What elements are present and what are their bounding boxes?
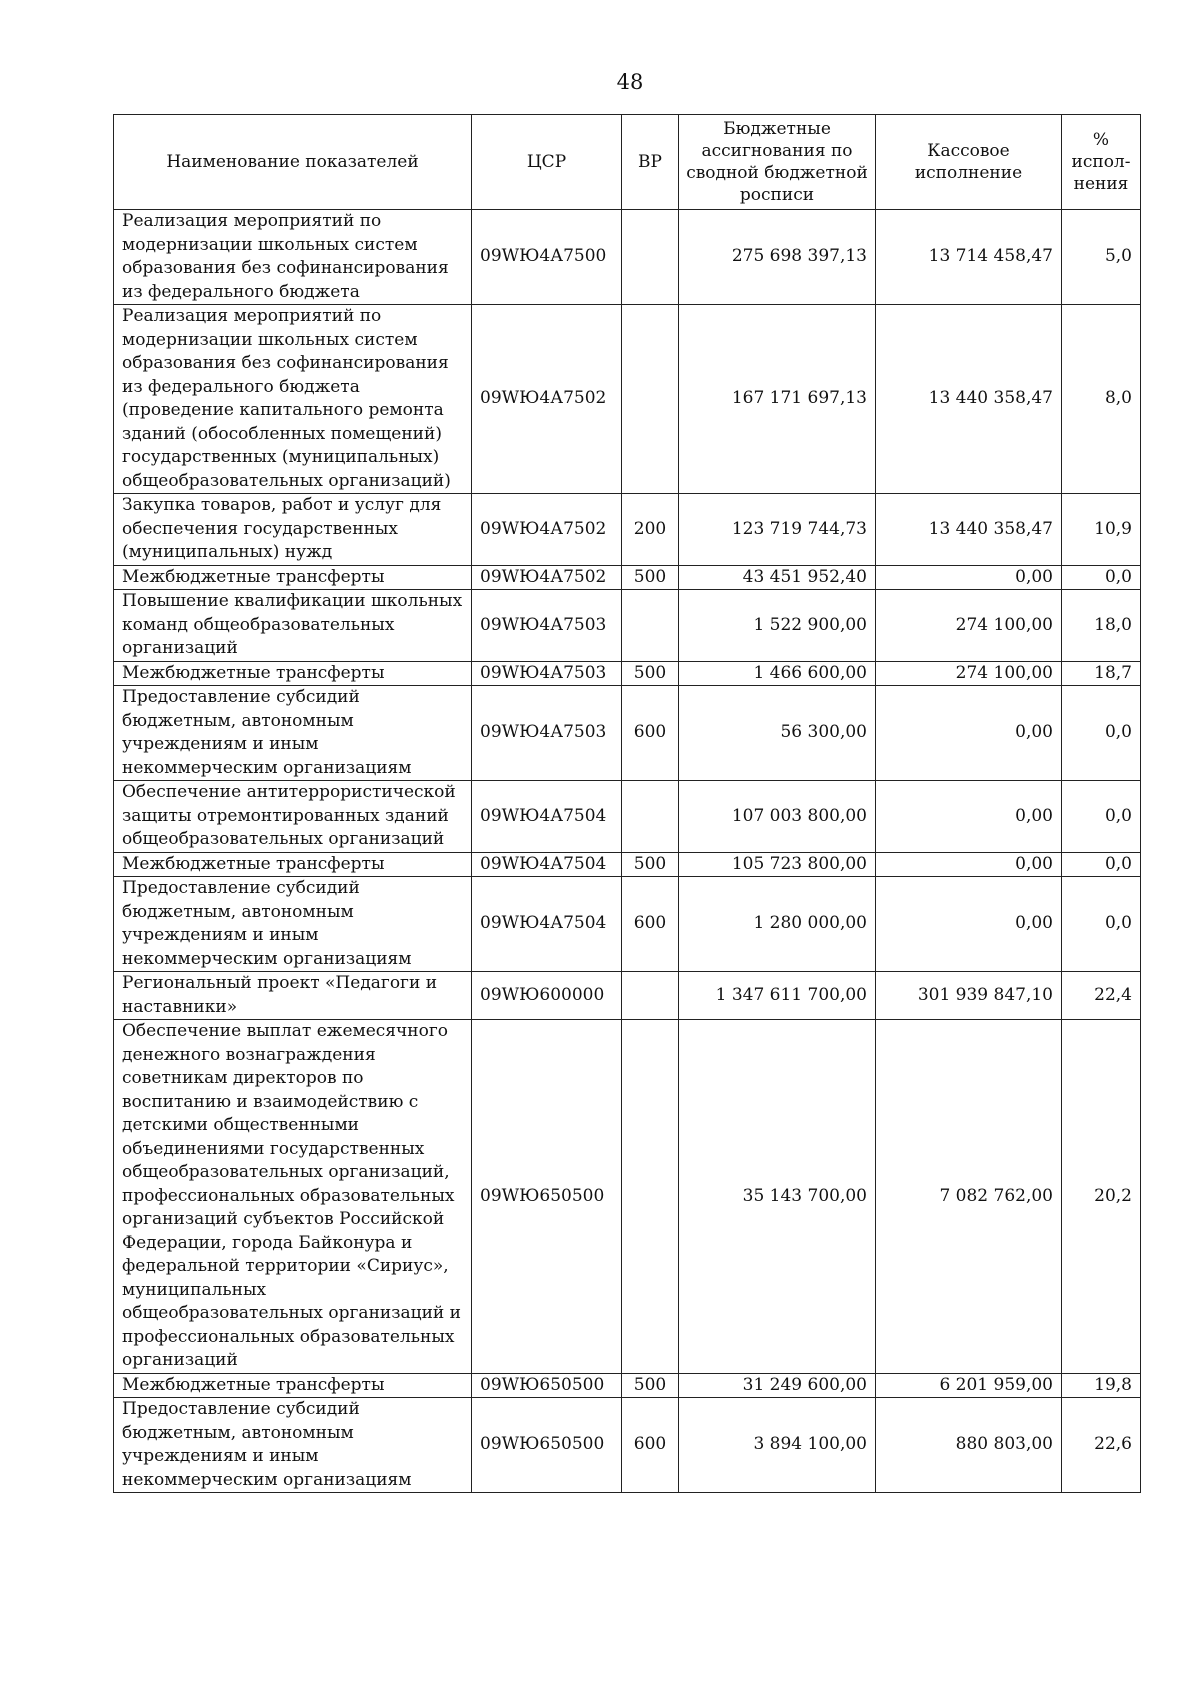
- page-number: 48: [616, 70, 644, 94]
- row-percent: 18,7: [1062, 661, 1141, 686]
- row-name: Предоставление субсидий бюджетным, автономным учреждениям и иным некоммерческим организациям: [114, 686, 472, 781]
- row-budget: 275 698 397,13: [679, 210, 876, 305]
- row-name: Предоставление субсидий бюджетным, автономным учреждениям и иным некоммерческим организациям: [114, 1398, 472, 1493]
- row-percent: 19,8: [1062, 1373, 1141, 1398]
- table-row: [114, 852, 1141, 877]
- row-csr: 09WЮ600000: [472, 972, 622, 1020]
- row-csr: 09WЮ4А7502: [472, 305, 622, 494]
- table-row: [114, 877, 1141, 972]
- row-percent: 22,4: [1062, 972, 1141, 1020]
- row-vr: 600: [622, 1398, 679, 1493]
- row-percent: 0,0: [1062, 852, 1141, 877]
- row-budget: 123 719 744,73: [679, 494, 876, 566]
- row-csr: 09WЮ4А7504: [472, 781, 622, 853]
- row-cash: 274 100,00: [876, 590, 1062, 662]
- row-budget: 35 143 700,00: [679, 1020, 876, 1374]
- row-percent: 0,0: [1062, 781, 1141, 853]
- row-budget: 1 347 611 700,00: [679, 972, 876, 1020]
- row-percent: 8,0: [1062, 305, 1141, 494]
- row-cash: 7 082 762,00: [876, 1020, 1062, 1374]
- row-budget: 31 249 600,00: [679, 1373, 876, 1398]
- row-vr: [622, 1020, 679, 1374]
- row-percent: 18,0: [1062, 590, 1141, 662]
- row-vr: [622, 972, 679, 1020]
- table-row: [114, 1373, 1141, 1398]
- header-percent: % испол-нения: [1062, 115, 1141, 210]
- row-cash: 0,00: [876, 565, 1062, 590]
- table-row: [114, 661, 1141, 686]
- row-name: Межбюджетные трансферты: [114, 661, 472, 686]
- table-row: [114, 781, 1141, 853]
- row-cash: 13 440 358,47: [876, 305, 1062, 494]
- row-vr: 600: [622, 686, 679, 781]
- header-cash: Кассовое исполнение: [876, 115, 1062, 210]
- row-percent: 10,9: [1062, 494, 1141, 566]
- row-vr: 500: [622, 852, 679, 877]
- header-vr: ВР: [622, 115, 679, 210]
- row-vr: 600: [622, 877, 679, 972]
- row-vr: 500: [622, 565, 679, 590]
- row-cash: 0,00: [876, 877, 1062, 972]
- row-budget: 43 451 952,40: [679, 565, 876, 590]
- row-name: Межбюджетные трансферты: [114, 1373, 472, 1398]
- table-header-row: [114, 115, 1141, 210]
- row-budget: 56 300,00: [679, 686, 876, 781]
- row-vr: [622, 210, 679, 305]
- table-row: [114, 686, 1141, 781]
- row-cash: 0,00: [876, 852, 1062, 877]
- row-vr: [622, 781, 679, 853]
- row-cash: 0,00: [876, 686, 1062, 781]
- table-row: [114, 305, 1141, 494]
- row-cash: 13 440 358,47: [876, 494, 1062, 566]
- row-name: Реализация мероприятий по модернизации школьных систем образования без софинансирования из федерального бюджета: [114, 210, 472, 305]
- row-csr: 09WЮ4А7503: [472, 661, 622, 686]
- header-csr: ЦСР: [472, 115, 622, 210]
- row-csr: 09WЮ4А7502: [472, 494, 622, 566]
- table-row: [114, 590, 1141, 662]
- table-body: [114, 210, 1141, 1493]
- table-row: [114, 1020, 1141, 1374]
- row-name: Обеспечение выплат ежемесячного денежного вознаграждения советникам директоров по воспитанию и взаимодействию с детскими общественными объединениями государственных общеобразовательных организаций, профессиональных образовательных организаций субъектов Российской Федерации, города Байконура и федеральной территории «Сириус», муниципальных общеобразовательных организаций и профессиональных образовательных организаций: [114, 1020, 472, 1374]
- row-percent: 0,0: [1062, 877, 1141, 972]
- row-csr: 09WЮ4А7504: [472, 877, 622, 972]
- row-percent: 0,0: [1062, 565, 1141, 590]
- row-budget: 105 723 800,00: [679, 852, 876, 877]
- table-row: [114, 1398, 1141, 1493]
- row-csr: 09WЮ650500: [472, 1398, 622, 1493]
- table-row: [114, 210, 1141, 305]
- row-percent: 0,0: [1062, 686, 1141, 781]
- row-cash: 274 100,00: [876, 661, 1062, 686]
- row-csr: 09WЮ650500: [472, 1020, 622, 1374]
- row-vr: 500: [622, 1373, 679, 1398]
- row-vr: [622, 305, 679, 494]
- row-vr: 200: [622, 494, 679, 566]
- row-cash: 13 714 458,47: [876, 210, 1062, 305]
- table-row: [114, 494, 1141, 566]
- row-name: Предоставление субсидий бюджетным, автономным учреждениям и иным некоммерческим организациям: [114, 877, 472, 972]
- row-name: Межбюджетные трансферты: [114, 852, 472, 877]
- row-cash: 880 803,00: [876, 1398, 1062, 1493]
- row-name: Межбюджетные трансферты: [114, 565, 472, 590]
- row-cash: 301 939 847,10: [876, 972, 1062, 1020]
- row-vr: 500: [622, 661, 679, 686]
- row-budget: 1 522 900,00: [679, 590, 876, 662]
- table-row: [114, 565, 1141, 590]
- row-name: Реализация мероприятий по модернизации школьных систем образования без софинансирования из федерального бюджета (проведение капитального ремонта зданий (обособленных помещений) государственных (муниципальных) общеобразовательных организаций): [114, 305, 472, 494]
- row-percent: 5,0: [1062, 210, 1141, 305]
- row-name: Региональный проект «Педагоги и наставники»: [114, 972, 472, 1020]
- row-budget: 167 171 697,13: [679, 305, 876, 494]
- row-csr: 09WЮ4А7503: [472, 686, 622, 781]
- table-row: [114, 972, 1141, 1020]
- row-budget: 107 003 800,00: [679, 781, 876, 853]
- row-percent: 22,6: [1062, 1398, 1141, 1493]
- row-name: Закупка товаров, работ и услуг для обеспечения государственных (муниципальных) нужд: [114, 494, 472, 566]
- budget-execution-table: [113, 114, 1141, 1493]
- header-name: Наименование показателей: [114, 115, 472, 210]
- row-csr: 09WЮ4А7503: [472, 590, 622, 662]
- row-budget: 3 894 100,00: [679, 1398, 876, 1493]
- row-vr: [622, 590, 679, 662]
- row-csr: 09WЮ4А7502: [472, 565, 622, 590]
- row-name: Обеспечение антитеррористической защиты отремонтированных зданий общеобразовательных организаций: [114, 781, 472, 853]
- row-percent: 20,2: [1062, 1020, 1141, 1374]
- row-csr: 09WЮ650500: [472, 1373, 622, 1398]
- row-budget: 1 466 600,00: [679, 661, 876, 686]
- row-csr: 09WЮ4А7500: [472, 210, 622, 305]
- header-budget: Бюджетные ассигнования по сводной бюджетной росписи: [679, 115, 876, 210]
- row-cash: 6 201 959,00: [876, 1373, 1062, 1398]
- row-csr: 09WЮ4А7504: [472, 852, 622, 877]
- row-budget: 1 280 000,00: [679, 877, 876, 972]
- row-name: Повышение квалификации школьных команд общеобразовательных организаций: [114, 590, 472, 662]
- row-cash: 0,00: [876, 781, 1062, 853]
